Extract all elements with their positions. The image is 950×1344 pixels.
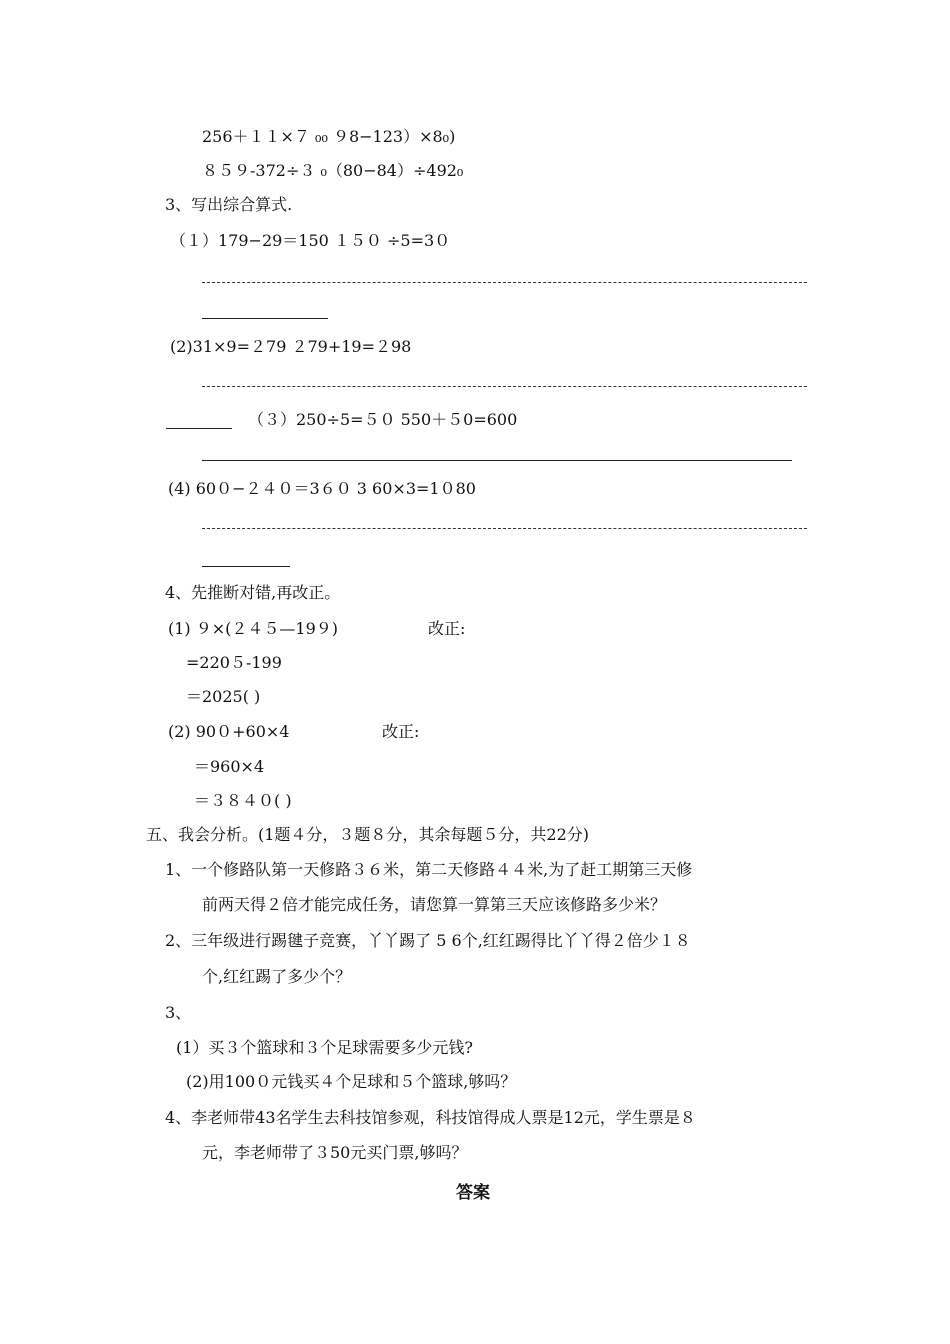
answer-line[interactable]	[166, 428, 232, 429]
l13: ＝960×4	[194, 757, 265, 776]
l8: 4、先推断对错,再改正。	[165, 583, 341, 602]
l9b: 改正:	[428, 619, 466, 638]
answer-line[interactable]	[202, 386, 807, 387]
l20: 3、	[165, 1003, 192, 1022]
l1: 256＋１１×７ ₀₀ ９8−123）×8₀)	[202, 127, 456, 146]
answer-line[interactable]	[202, 528, 807, 529]
l14: ＝３８４０( )	[194, 791, 292, 810]
answer-line[interactable]	[202, 318, 328, 319]
l24: 元，李老师带了３50元买门票,够吗？	[202, 1143, 468, 1162]
l10: =220５-199	[186, 653, 282, 672]
l2: ８５９-372÷３ ₀（80−84）÷492₀	[202, 161, 464, 180]
l12b: 改正:	[382, 722, 420, 741]
answer-line[interactable]	[202, 566, 290, 567]
l5: (2)31×9=２79 ２79+19=２98	[170, 337, 412, 356]
answer-heading: 答案	[456, 1183, 490, 1203]
l12: (2) 90０+60×4	[168, 722, 290, 741]
l7: (4) 60０−２４０＝3６０ 3 60×3=1０80	[168, 479, 476, 498]
l6: （３）250÷5=５０ 550＋５0=600	[248, 410, 518, 429]
l23: 4、李老师带43名学生去科技馆参观，科技馆得成人票是12元，学生票是８	[165, 1108, 696, 1127]
l17: 前两天得２倍才能完成任务，请您算一算第三天应该修路多少米？	[202, 895, 667, 914]
l16: 1、一个修路队第一天修路３６米，第二天修路４４米,为了赶工期第三天修	[165, 860, 693, 879]
l22: (2)用100０元钱买４个足球和５个篮球,够吗？	[186, 1072, 517, 1091]
l19: 个,红红踢了多少个？	[202, 967, 352, 986]
l3: 3、写出综合算式.	[165, 195, 293, 214]
l4: （１）179−29＝150 １５０ ÷5=3０	[170, 231, 451, 250]
answer-line[interactable]	[202, 282, 807, 283]
l9: (1) ９×(２４５—19９)	[168, 619, 339, 638]
l18: 2、三年级进行踢毽子竞赛，丫丫踢了 5 6个,红红踢得比丫丫得２倍少１８	[165, 931, 691, 950]
l15: 五、我会分析。(1题４分，３题８分，其余每题５分，共22分)	[146, 825, 590, 844]
l21: (1）买３个篮球和３个足球需要多少元钱?	[176, 1038, 474, 1057]
l11: ＝2025( )	[186, 687, 261, 706]
answer-line[interactable]	[202, 460, 792, 461]
